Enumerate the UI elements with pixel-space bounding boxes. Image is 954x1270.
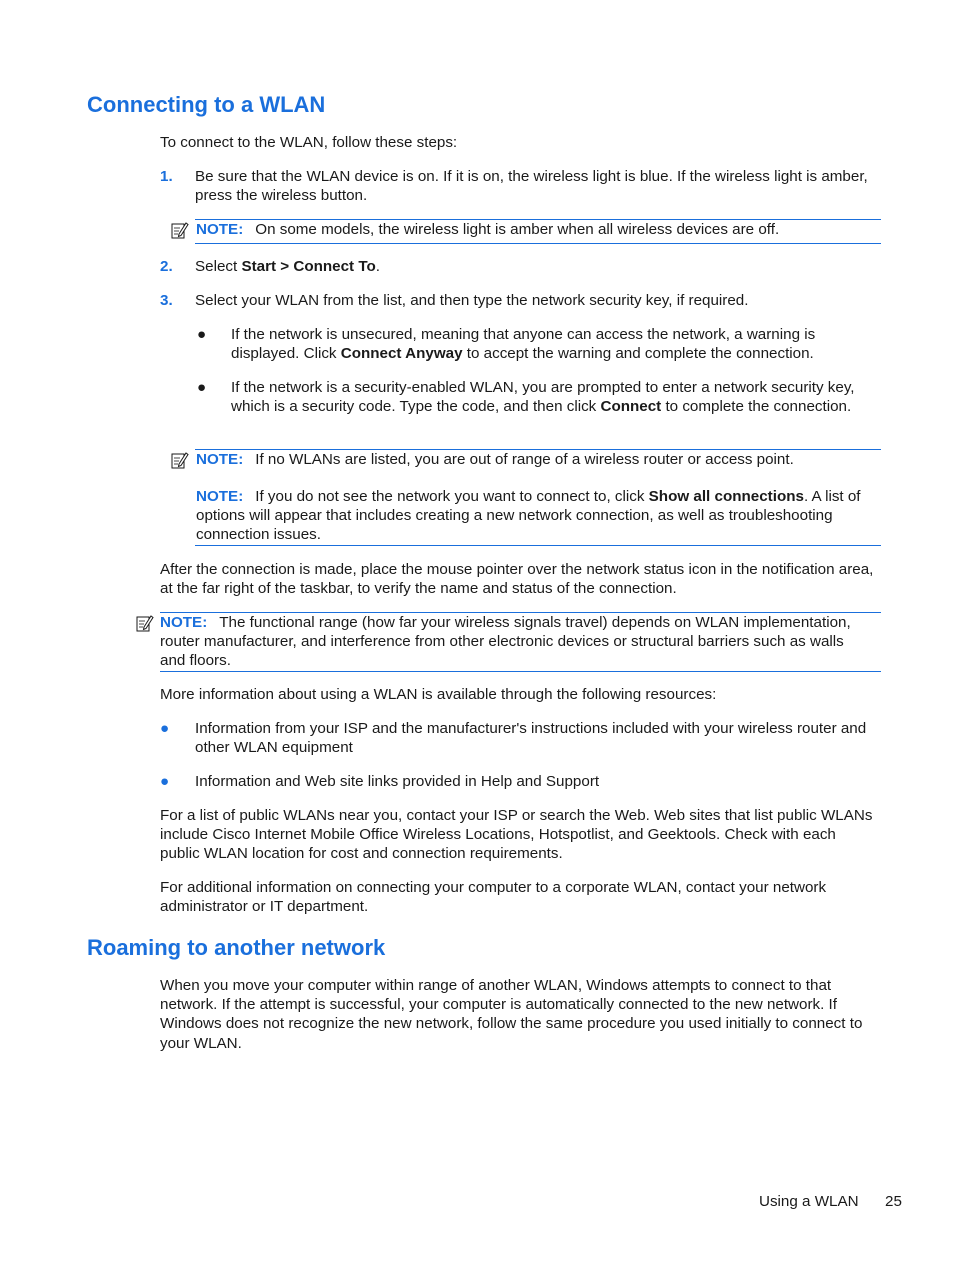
note-rule-bottom	[160, 671, 881, 672]
bullet-marker: ●	[197, 379, 207, 396]
note-label: NOTE:	[196, 221, 244, 238]
note-4	[160, 613, 860, 671]
step-text: Select your WLAN from the list, and then type the network security key, if required.	[195, 292, 749, 309]
note-text-part: If you do not see the network you want to connect to, click	[255, 488, 649, 505]
after-connection-text: After the connection is made, place the mouse pointer over the network status icon in the notification area, at the far right of the taskbar, to verify the name and status of the connection.	[160, 561, 874, 598]
note-text: If no WLANs are listed, you are out of range of a wireless router or access point.	[255, 451, 794, 468]
bullet-marker: ●	[160, 720, 170, 737]
step-number: 1.	[160, 168, 173, 185]
more-info-text: More information about using a WLAN is available through the following resources:	[160, 686, 717, 703]
public-wlans-text: For a list of public WLANs near you, contact your ISP or search the Web. Web sites that list public WLANs include Cisco Internet Mobile Office Wireless Locations, Hotspotlist, and Geektools. Check with each public WLAN location for cost and connection requirements.	[160, 807, 873, 863]
bullet-text-part: If the network is a security-enabled WLAN, you are prompted to enter a network security key, which is a security code. Type the code, and then click	[231, 379, 855, 416]
bullet-text-part: to accept the warning and complete the connection.	[462, 345, 814, 363]
step-text: Be sure that the WLAN device is on. If it is on, the wireless light is blue. If the wireless light is amber, press the wireless button.	[195, 168, 868, 205]
bullet-marker: ●	[197, 326, 207, 343]
bullet-bold-text: Connect	[600, 398, 662, 416]
resource-item: Information from your ISP and the manufacturer's instructions included with your wireless router and other WLAN equipment	[195, 720, 867, 757]
footer-section-name: Using a WLAN	[759, 1193, 859, 1210]
bullet-text-part: If the network is unsecured, meaning that anyone can access the network, a warning is displayed. Click	[231, 326, 816, 363]
note-bold-text: Show all connections	[648, 488, 804, 505]
corporate-wlan-text: For additional information on connecting your computer to a corporate WLAN, contact your network administrator or IT department.	[160, 879, 827, 916]
note-3	[196, 487, 866, 545]
note-text: On some models, the wireless light is amber when all wireless devices are off.	[255, 221, 780, 238]
section-title-roaming: Roaming to another network	[87, 935, 386, 960]
bullet-text-part: to complete the connection.	[661, 398, 852, 416]
bullet-bold-text: Connect Anyway	[340, 345, 463, 363]
note-1	[196, 220, 881, 239]
note-pencil-icon	[136, 614, 154, 632]
note-pencil-icon	[171, 221, 189, 239]
step-number: 2.	[160, 258, 173, 275]
note-label: NOTE:	[160, 614, 208, 631]
step-bold-text: Start > Connect To	[241, 258, 376, 275]
bullet-text	[231, 325, 871, 363]
note-pencil-icon	[171, 451, 189, 469]
resource-item: Information and Web site links provided in Help and Support	[195, 773, 600, 790]
roaming-text: When you move your computer within range of another WLAN, Windows attempts to connect to that network. If the attempt is successful, your computer is automatically connected to the new network. If Windows does not recognize the new network, follow the same procedure you used initially to connect to your WLAN.	[160, 977, 863, 1052]
bullet-marker: ●	[160, 773, 170, 790]
step-text-part: .	[375, 258, 380, 275]
note-rule-bottom	[195, 545, 881, 546]
note-label: NOTE:	[196, 488, 244, 505]
step-text	[195, 257, 880, 276]
note-text: The functional range (how far your wireless signals travel) depends on WLAN implementation, router manufacturer, and interference from other electronic devices or structural barriers such as walls and floors.	[160, 614, 851, 670]
note-2	[196, 450, 881, 469]
section-title-connecting: Connecting to a WLAN	[87, 92, 326, 117]
intro-text: To connect to the WLAN, follow these steps:	[160, 134, 458, 151]
step-number: 3.	[160, 292, 173, 309]
note-label: NOTE:	[196, 451, 244, 468]
note-text-part: . A list of options will appear that includes creating a new network connection, as well as troubleshooting connection issues.	[196, 488, 861, 544]
note-rule-bottom	[195, 243, 881, 244]
page-number: 25	[885, 1193, 902, 1210]
bullet-text	[231, 378, 871, 416]
step-text-part: Select	[195, 258, 242, 275]
